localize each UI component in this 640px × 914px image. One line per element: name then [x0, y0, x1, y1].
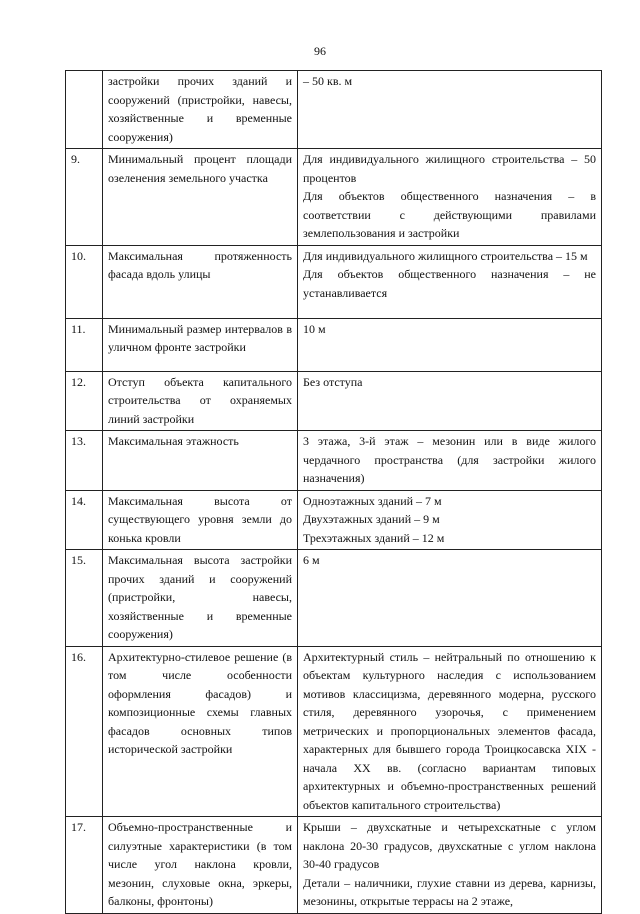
table-row: [66, 646, 602, 817]
parameter-value: 10 м: [298, 318, 602, 371]
table-row: [66, 550, 602, 647]
table-row: [66, 431, 602, 491]
parameter-name: Минимальный процент площади озеленения земельного участка: [103, 149, 298, 246]
parameter-value: Одноэтажных зданий – 7 м Двухэтажных зданий – 9 м Трехэтажных зданий – 12 м: [298, 490, 602, 550]
row-number: 9.: [66, 149, 103, 246]
parameter-value: 3 этажа, 3-й этаж – мезонин или в виде жилого чердачного пространства (для застройки жилого назначения): [298, 431, 602, 491]
parameter-name: Минимальный размер интервалов в уличном фронте застройки: [103, 318, 298, 371]
parameter-name: застройки прочих зданий и сооружений (пристройки, навесы, хозяйственные и временные сооружения): [103, 71, 298, 149]
parameter-value: Крыши – двухскатные и четырехскатные с углом наклона 20-30 градусов, двухскатные с углом наклона 30-40 градусов Детали – наличники, глухие ставни из дерева, карнизы, мезонины, открытые террасы на 2 этаже,: [298, 817, 602, 914]
table-row: [66, 149, 602, 246]
parameter-value: Для индивидуального жилищного строительства – 15 м Для объектов общественного назначения – не устанавливается: [298, 245, 602, 318]
parameter-name: Архитектурно-стилевое решение (в том числе особенности оформления фасадов) и композиционные схемы главных фасадов основных типов исторической застройки: [103, 646, 298, 817]
row-number: 11.: [66, 318, 103, 371]
row-number: 16.: [66, 646, 103, 817]
table-row: [66, 817, 602, 914]
row-number: [66, 71, 103, 149]
parameter-value: – 50 кв. м: [298, 71, 602, 149]
parameter-value: Для индивидуального жилищного строительства – 50 процентов Для объектов общественного назначения – в соответствии с действующими правилами землепользования и застройки: [298, 149, 602, 246]
parameter-name: Отступ объекта капитального строительства от охраняемых линий застройки: [103, 371, 298, 431]
table-row: [66, 490, 602, 550]
parameter-name: Максимальная высота застройки прочих зданий и сооружений (пристройки, навесы, хозяйственные и временные сооружения): [103, 550, 298, 647]
page-number: 96: [314, 44, 326, 58]
table-row: [66, 318, 602, 371]
table-row: [66, 245, 602, 318]
table-row: [66, 371, 602, 431]
row-number: 13.: [66, 431, 103, 491]
parameter-name: Максимальная протяженность фасада вдоль улицы: [103, 245, 298, 318]
parameter-value: Без отступа: [298, 371, 602, 431]
row-number: 17.: [66, 817, 103, 914]
parameter-value: Архитектурный стиль – нейтральный по отношению к объектам культурного наследия с использованием мотивов классицизма, деревянного модерна, русского стиля, деревянного узорочья, с применением метрических и пропорциональных элементов фасада, характерных для бывшего города Троицкосавска XIX - начала XX вв. (согласно вариантам типовых архитектурных и объемно-пространственных решений объектов капитального строительства): [298, 646, 602, 817]
parameter-value: 6 м: [298, 550, 602, 647]
parameter-name: Объемно-пространственные и силуэтные характеристики (в том числе угол наклона кровли, мезонин, слуховые окна, эркеры, балконы, фронтоны): [103, 817, 298, 914]
row-number: 10.: [66, 245, 103, 318]
row-number: 15.: [66, 550, 103, 647]
parameter-name: Максимальная этажность: [103, 431, 298, 491]
parameter-name: Максимальная высота от существующего уровня земли до конька кровли: [103, 490, 298, 550]
table-row: [66, 71, 602, 149]
row-number: 14.: [66, 490, 103, 550]
row-number: 12.: [66, 371, 103, 431]
regulations-table: [65, 70, 602, 914]
